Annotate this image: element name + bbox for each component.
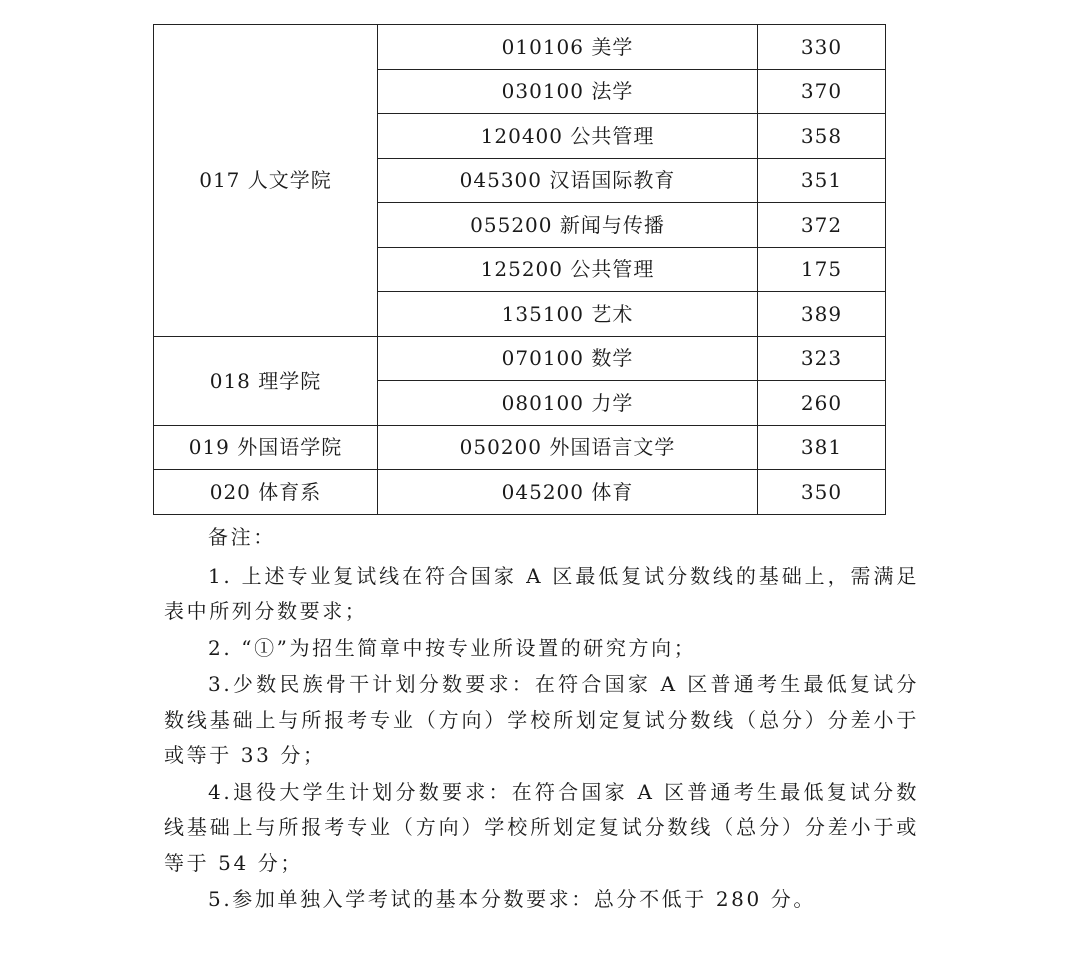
score-cell: 372: [758, 203, 886, 248]
score-cell: 389: [758, 292, 886, 337]
score-cell: 381: [758, 425, 886, 470]
score-cell: 260: [758, 381, 886, 426]
score-cell: 323: [758, 336, 886, 381]
table-row: [154, 470, 886, 515]
major-cell: 050200 外国语言文学: [378, 425, 758, 470]
score-cell: 175: [758, 247, 886, 292]
table-row: [154, 425, 886, 470]
table-row: [154, 25, 886, 70]
note-item: 2. “①”为招生简章中按专业所设置的研究方向；: [208, 635, 697, 660]
major-cell: 010106 美学: [378, 25, 758, 70]
major-cell: 045300 汉语国际教育: [378, 158, 758, 203]
major-cell: 045200 体育: [378, 470, 758, 515]
note-item: 3.少数民族骨干计划分数要求：在符合国家 A 区普通考生最低复试分数线基础上与所报考专业（方向）学校所划定复试分数线（总分）分差小于或等于 33 分；: [164, 672, 919, 767]
score-cell: 350: [758, 470, 886, 515]
major-cell: 030100 法学: [378, 69, 758, 114]
college-cell: 018 理学院: [154, 336, 378, 425]
major-cell: 055200 新闻与传播: [378, 203, 758, 248]
notes-section: [164, 520, 919, 919]
table-row: [154, 336, 886, 381]
notes-label: 备注：: [208, 525, 276, 549]
score-table: [153, 24, 886, 515]
score-cell: 351: [758, 158, 886, 203]
note-item: 1. 上述专业复试线在符合国家 A 区最低复试分数线的基础上，需满足表中所列分数要求；: [164, 563, 919, 623]
major-cell: 125200 公共管理: [378, 247, 758, 292]
major-cell: 080100 力学: [378, 381, 758, 426]
major-cell: 120400 公共管理: [378, 114, 758, 159]
college-cell: 020 体育系: [154, 470, 378, 515]
college-cell: 019 外国语学院: [154, 425, 378, 470]
score-cell: 358: [758, 114, 886, 159]
note-item: 5.参加单独入学考试的基本分数要求：总分不低于 280 分。: [208, 887, 816, 911]
score-cell: 330: [758, 25, 886, 70]
major-cell: 070100 数学: [378, 336, 758, 381]
major-cell: 135100 艺术: [378, 292, 758, 337]
note-item: 4.退役大学生计划分数要求：在符合国家 A 区普通考生最低复试分数线基础上与所报考专业（方向）学校所划定复试分数线（总分）分差小于或等于 54 分；: [164, 779, 919, 875]
score-cell: 370: [758, 69, 886, 114]
college-cell: 017 人文学院: [154, 25, 378, 337]
